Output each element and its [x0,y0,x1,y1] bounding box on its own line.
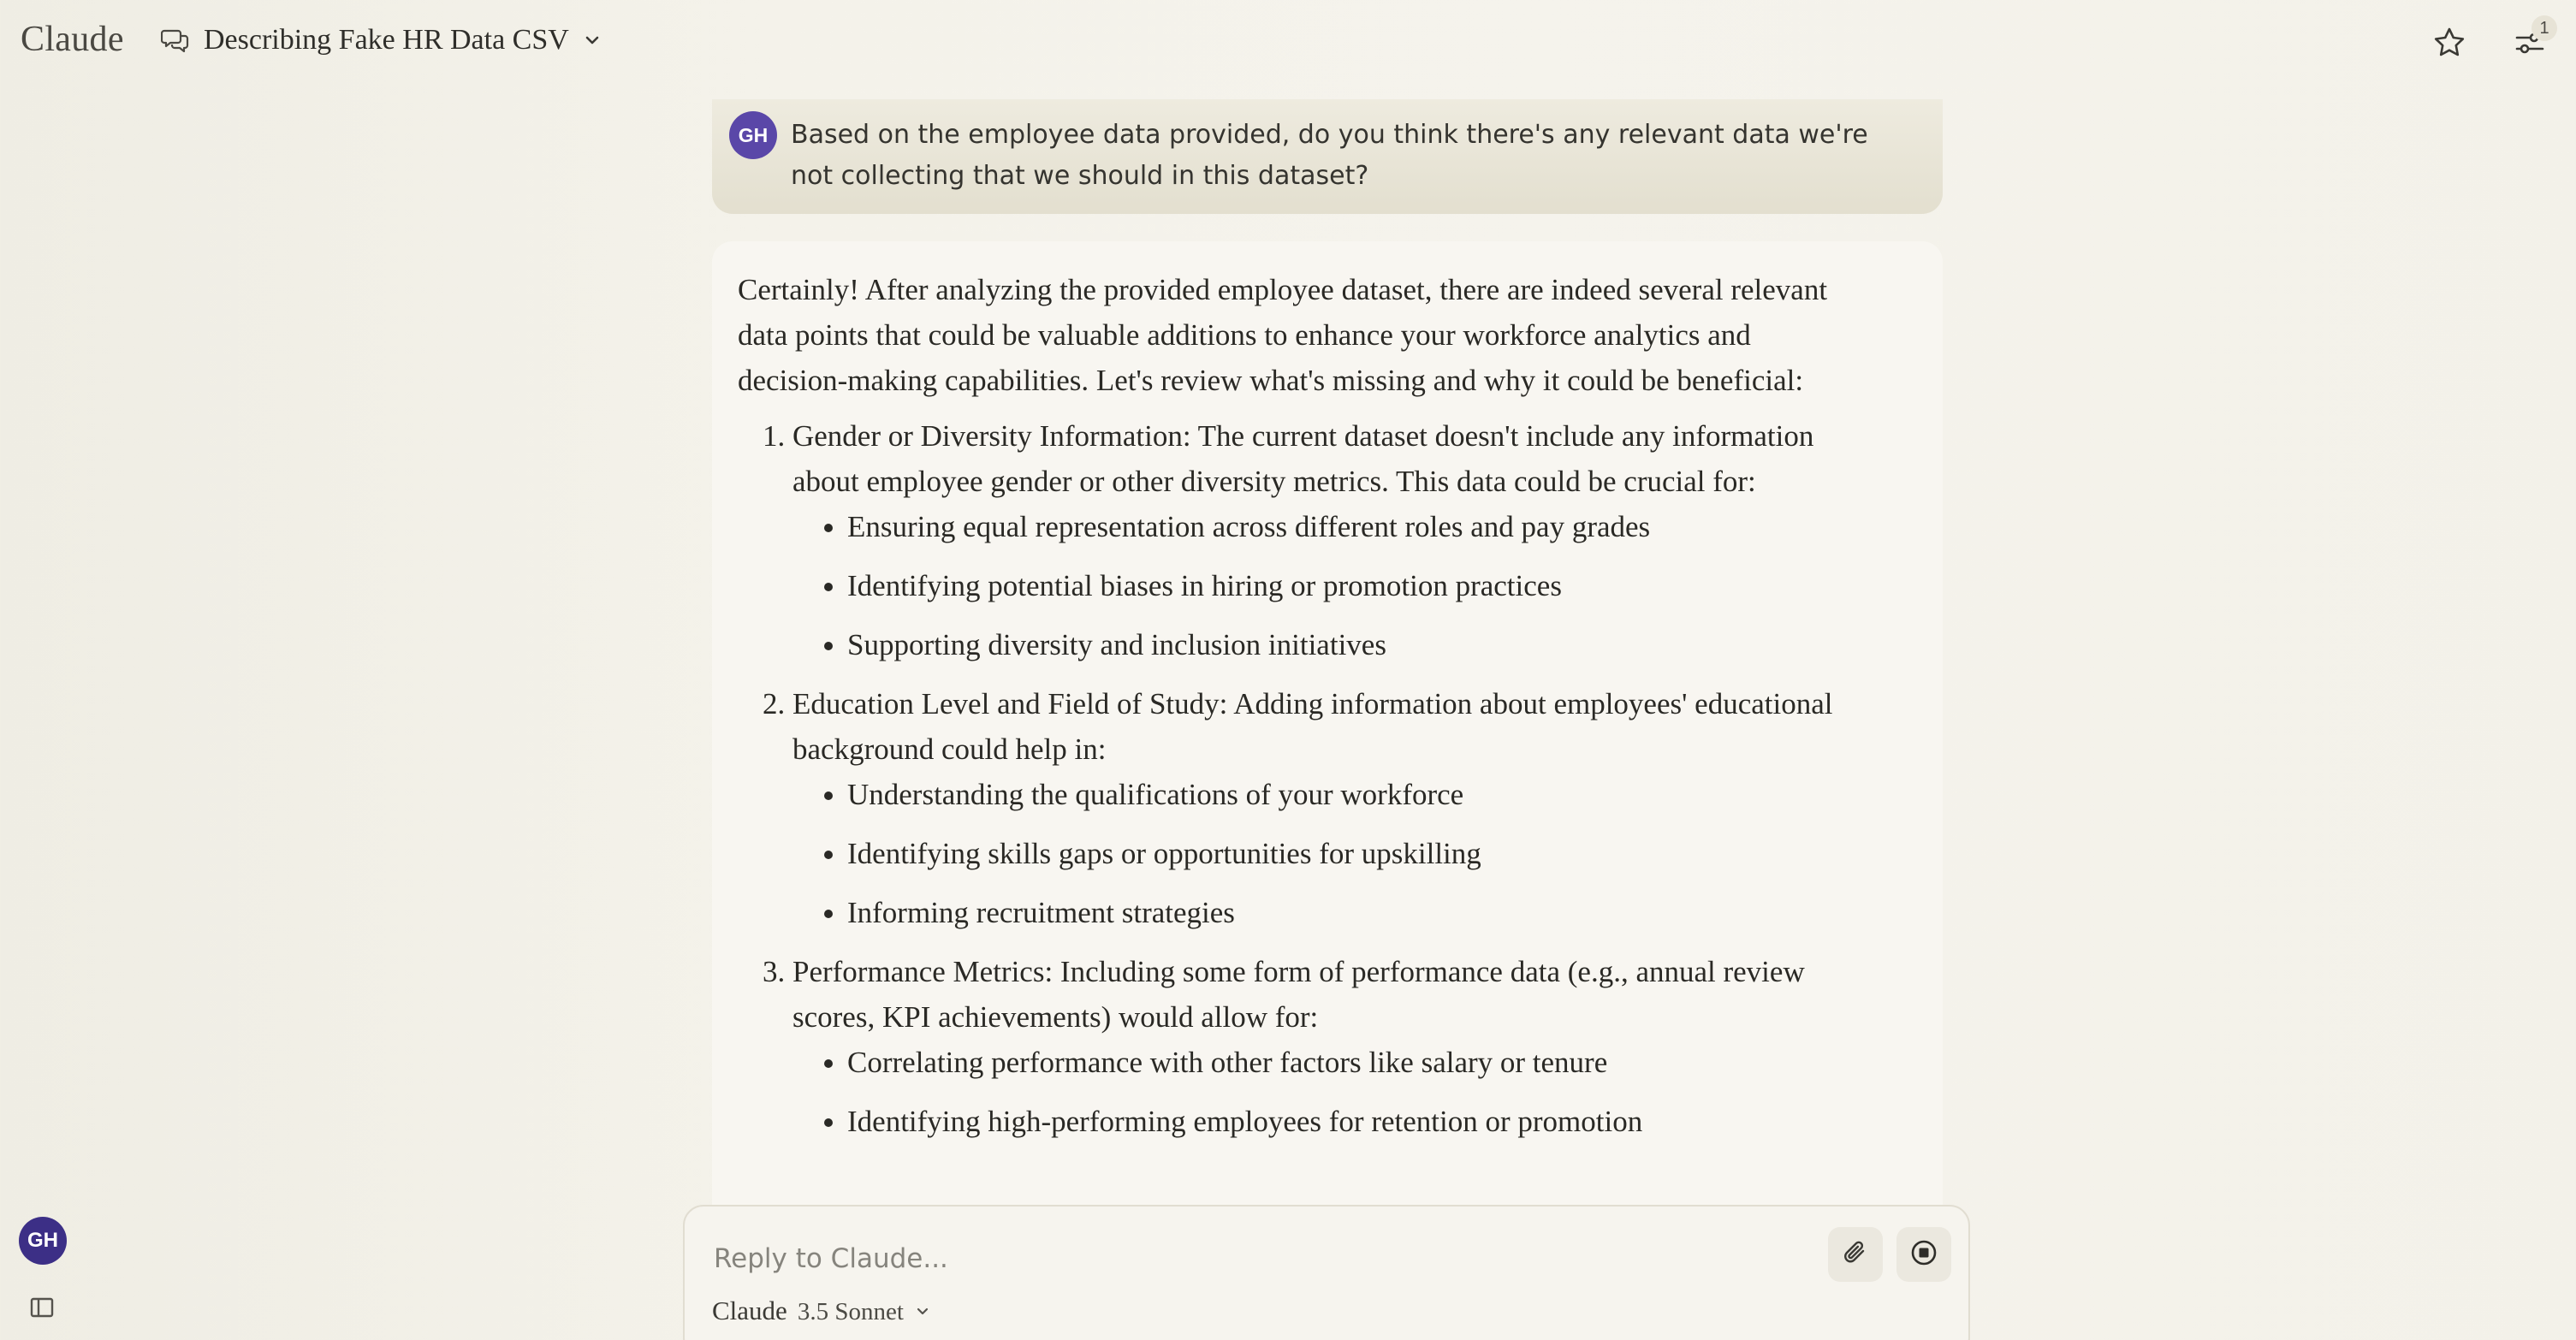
list-item [792,681,1850,935]
bullet-item: • Identifying high-performing employees for retention or promotion [847,1099,1850,1144]
model-name: Claude [712,1296,787,1325]
stop-icon [1909,1238,1938,1271]
list-item-text: Performance Metrics: Including some form of performance data (e.g., annual review scores, KPI achievements) would allow for: [792,955,1805,1034]
recommendation-list [738,413,1850,1144]
user-message [712,99,1943,214]
bullet-list [792,1040,1850,1144]
user-message-text: Based on the employee data provided, do you think there's any relevant data we're not collecting that we should in this dataset? [791,120,1868,191]
model-version: 3.5 Sonnet [797,1298,904,1325]
sidebar-toggle-icon [29,1307,55,1323]
bullet-item: • Supporting diversity and inclusion initiatives [847,622,1850,667]
star-icon [2433,27,2466,62]
list-item [792,413,1850,667]
star-button[interactable] [2429,24,2470,65]
user-avatar: GH [729,111,777,159]
composer [683,1205,1970,1340]
bullet-list [792,772,1850,935]
bullet-list [792,504,1850,667]
settings-button[interactable] [2509,18,2550,65]
bullet-item: • Informing recruitment strategies [847,890,1850,935]
chevron-down-icon [914,1302,931,1324]
app-logo[interactable]: Claude [21,20,124,59]
notification-badge: 1 [2531,15,2557,41]
assistant-message [712,241,1943,1340]
chat-bubbles-icon [161,26,190,55]
conversation-title-dropdown[interactable] [161,24,602,56]
bullet-item: • Identifying skills gaps or opportunities for upskilling [847,831,1850,876]
conversation-title: Describing Fake HR Data CSV [204,24,569,56]
bullet-item: • Understanding the qualifications of your workforce [847,772,1850,817]
bullet-item: • Ensuring equal representation across different roles and pay grades [847,504,1850,549]
list-item-text: Gender or Diversity Information: The current dataset doesn't include any information about employee gender or other diversity metrics. This data could be crucial for: [792,419,1814,498]
attach-button[interactable] [1828,1227,1883,1282]
reply-input[interactable] [712,1232,1777,1285]
assistant-intro: Certainly! After analyzing the provided employee dataset, there are indeed several relevant data points that could be valuable additions to enhance your workforce analytics and decision-making capabilities. Let's review what's missing and why it could be beneficial: [738,273,1828,397]
paperclip-icon [1841,1238,1870,1271]
stop-button[interactable] [1896,1227,1951,1282]
list-item-text: Education Level and Field of Study: Adding information about employees' educational background could help in: [792,687,1833,766]
list-item [792,949,1850,1144]
model-selector[interactable] [712,1296,931,1326]
bullet-item: • Identifying potential biases in hiring or promotion practices [847,563,1850,608]
bullet-item: • Correlating performance with other factors like salary or tenure [847,1040,1850,1085]
account-avatar[interactable]: GH [19,1217,67,1265]
chevron-down-icon [583,31,602,50]
sidebar-toggle-button[interactable] [29,1296,55,1319]
